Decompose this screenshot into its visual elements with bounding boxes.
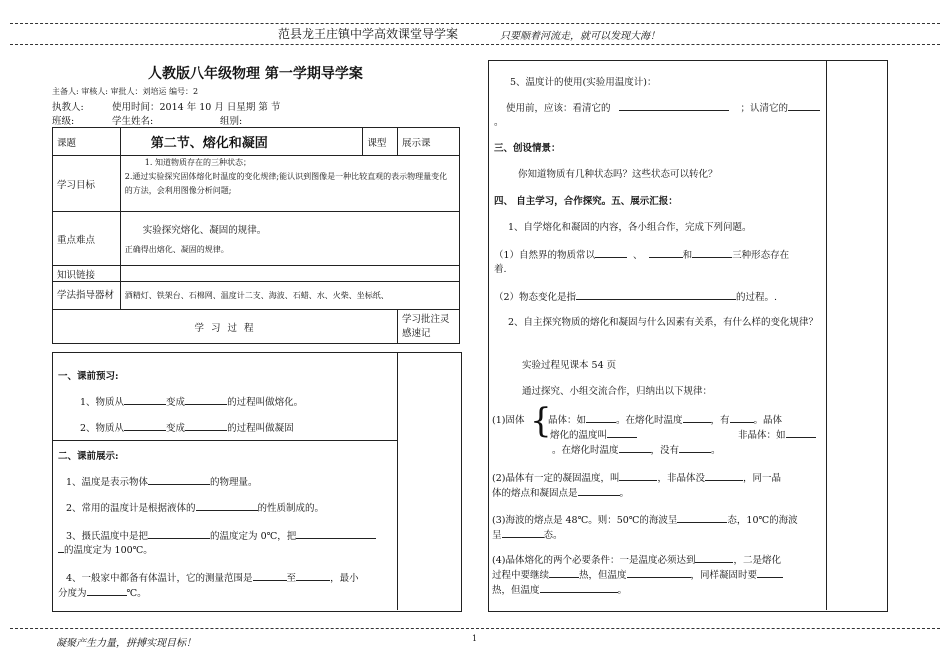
- section-1-title: 一、课前预习:: [58, 371, 119, 382]
- section-2-title: 二、课前展示:: [58, 451, 119, 462]
- goal-item-2: 2.通过实验探究固体熔化时温度的变化规律;能认识到图像是一种比较直观的表示物理量变化的方法，会利用图像分析问题;: [124, 172, 448, 195]
- hypo-question-cont: 呈 态。: [492, 527, 563, 541]
- melting-conditions-2: 过程中要继续 热，但温度 ，同样凝固时要: [492, 567, 783, 581]
- period-mark: 。: [494, 117, 504, 128]
- section-3-title: 三、创设情景：: [494, 143, 561, 154]
- display-q2: 2、常用的温度计是根据液体的 的性质制成的。: [66, 500, 324, 514]
- goal-label: 学习目标: [53, 156, 121, 212]
- key-point-2: 正确得出熔化、凝固的规律。: [124, 245, 229, 254]
- notes-column-divider: [397, 352, 398, 610]
- state-question-2: （2）物态变化是指 的过程。.: [494, 289, 777, 303]
- tools-label: 学法指导器材: [53, 282, 121, 310]
- key-point-1: 实验探究熔化、凝固的规律。: [142, 225, 267, 236]
- header-motto: 只要顺着河流走，就可以发现大海！: [500, 31, 660, 42]
- self-study-intro: 1、自学熔化和凝固的内容，各小组合作，完成下列问题。: [508, 222, 752, 233]
- page-title: 人教版八年级物理 第一学期导学案: [148, 66, 363, 82]
- state-question-1: （1）自然界的物质常以 、 和 三种形态存在: [494, 247, 789, 261]
- display-q3-cont: 的温度定为 100℃。: [58, 542, 153, 556]
- crystal-line-2: 熔化的温度叫: [550, 427, 637, 441]
- knowledge-link-label: 知识链接: [53, 266, 121, 282]
- footer-divider: [10, 628, 940, 629]
- meta-line-1: 主备人: 审核人: 审批人：刘培运 编号：2: [52, 87, 199, 96]
- amorphous-line-2: 。在熔化时温度 ，没有 。: [552, 442, 721, 456]
- meta-time: 使用时间：2014 年 10 月 日星期 第 节: [112, 102, 281, 113]
- section-divider: [52, 440, 397, 441]
- solid-label: (1)固体: [492, 415, 525, 426]
- explore-question: 2、自主探究物质的熔化和凝固与什么因素有关系，有什么样的变化规律？: [508, 317, 819, 328]
- scenario-text: 你知道物质有几种状态吗？这些状态可以转化？: [518, 169, 718, 180]
- experiment-reference: 实验过程见课本 54 页: [522, 360, 617, 371]
- topic-label: 课题: [53, 128, 121, 156]
- preview-q2: 2、物质从 变成 的过程叫做凝固: [80, 420, 294, 434]
- lesson-info-table: [52, 127, 460, 344]
- meta-student: 学生姓名:: [112, 116, 154, 127]
- crystal-line-1: 晶体：如 。在熔化时温度 ，有 。晶体: [548, 412, 782, 426]
- footer-slogan: 凝聚产生力量，拼搏实现目标！: [56, 638, 196, 649]
- freezing-point-q1-cont: 体的熔点和凝固点是 。: [492, 485, 629, 499]
- amorphous-line: 非晶体：如: [738, 427, 816, 441]
- page-number: 1: [472, 634, 478, 643]
- section-4-title: 四、 自主学习，合作探究。五、展示汇报：: [494, 196, 678, 207]
- display-q4: 4、一般家中都备有体温计，它的测量范围是 至 ，最小: [66, 570, 359, 584]
- right-notes-divider: [826, 60, 827, 610]
- meta-group: 组别:: [220, 116, 243, 127]
- meta-class: 班级:: [52, 116, 75, 127]
- hypo-question: (3)海波的熔点是 48℃。则：50℃的海波呈 态，10℃的海波: [492, 512, 798, 526]
- melting-conditions-3: 热，但温度 。: [492, 582, 627, 596]
- goal-item-1: 1. 知道物质存在的三种状态；: [144, 158, 251, 167]
- lesson-type: 展示课: [398, 128, 460, 156]
- knowledge-link-content: [120, 266, 459, 282]
- meta-teacher: 执教人:: [52, 102, 84, 113]
- display-q1: 1、温度是表示物体 的物理量。: [66, 474, 258, 488]
- state-question-1-cont: 着.: [494, 264, 507, 275]
- display-q3: 3、摄氏温度中是把 的温度定为 0℃，把: [66, 528, 376, 542]
- key-points-label: 重点难点: [53, 212, 121, 266]
- lesson-topic: 第二节、熔化和凝固: [120, 128, 363, 156]
- freezing-point-q1: (2)晶体有一定的凝固温度，叫 ，非晶体没 ，同一晶: [492, 470, 781, 484]
- preview-q1: 1、物质从 变成 的过程叫做熔化。: [80, 394, 303, 408]
- thermometer-use-line: 使用前，应该：看清它的 ；认清它的: [506, 100, 820, 114]
- header-divider: [10, 23, 940, 24]
- thermometer-use-title: 5、温度计的使用(实验用温度计)：: [510, 77, 657, 88]
- process-header: 学 习 过 程: [53, 310, 398, 344]
- header-divider-bottom: [10, 44, 940, 45]
- tools-list: 酒精灯、铁架台、石棉网、温度计二支、海波、石蜡、水、火柴、坐标纸、: [120, 282, 459, 310]
- brace-icon: {: [530, 401, 552, 441]
- summary-intro: 通过探究、小组交流合作，归纳出以下规律：: [522, 386, 713, 397]
- notes-header: 学习批注灵感速记: [398, 310, 460, 344]
- display-q4-cont: 分度为 ℃。: [58, 585, 147, 599]
- melting-conditions-1: (4)晶体熔化的两个必要条件：一是温度必须达到 ，二是熔化: [492, 552, 781, 566]
- type-label: 课型: [363, 128, 398, 156]
- school-header: 范县龙王庄镇中学高效课堂导学案: [278, 27, 459, 41]
